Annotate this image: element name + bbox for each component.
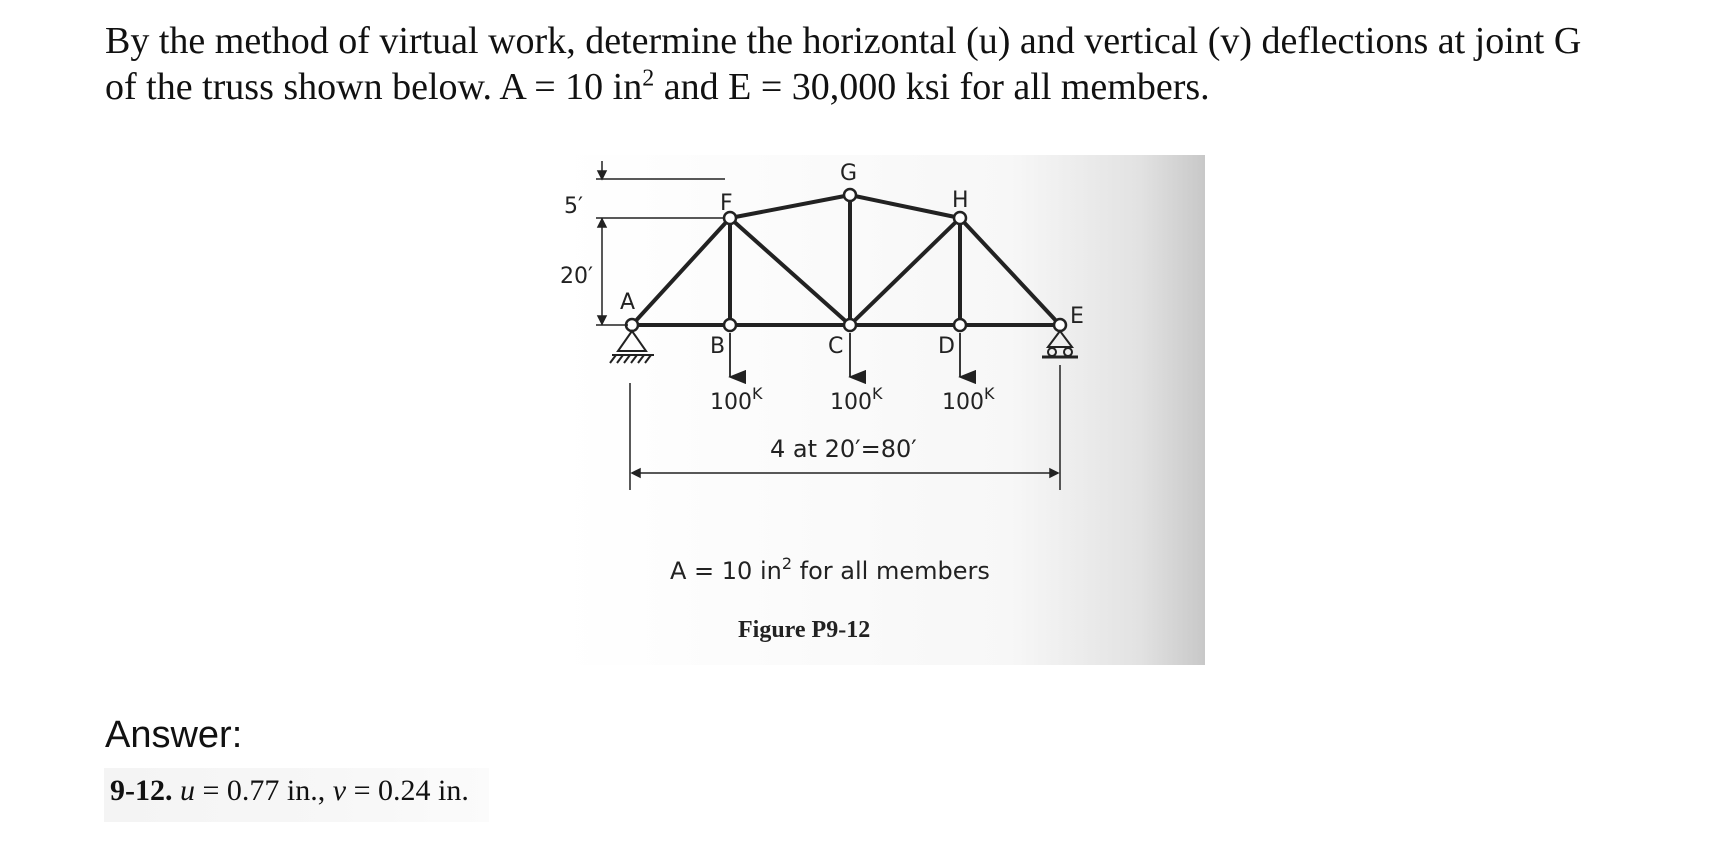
figure-caption: Figure P9-12 — [738, 617, 871, 643]
answer-line — [104, 768, 489, 822]
joint-label-D: D — [938, 334, 955, 359]
joint-label-H: H — [952, 188, 969, 213]
span-label: 4 at 20′=80′ — [770, 435, 917, 463]
load-label-1: $100^K$ — [710, 384, 763, 415]
joint-G — [844, 189, 856, 201]
load-label-2: $100^K$ — [830, 384, 883, 415]
joint-label-A: A — [620, 290, 636, 315]
joint-H — [954, 212, 966, 224]
dim-label-20: 20′ — [560, 264, 593, 289]
answer-v-var: v — [332, 774, 347, 807]
truss-figure — [560, 155, 1205, 665]
area-exponent: 2 — [642, 65, 655, 92]
joint-label-C: C — [828, 334, 844, 359]
load-label-3: $100^K$ — [942, 384, 995, 415]
problem-statement — [105, 18, 1685, 110]
joint-D — [954, 319, 966, 331]
problem-line-2a: of the truss shown below. A = 10 in — [105, 66, 643, 108]
joint-E — [1054, 319, 1066, 331]
answer-v-value: = 0.24 in. — [346, 774, 469, 807]
answer-number: 9-12. — [110, 774, 173, 807]
scan-background — [560, 155, 1205, 665]
joint-B — [724, 319, 736, 331]
problem-line-2b: and E = 30,000 ksi for all members. — [654, 66, 1210, 108]
joint-label-E: E — [1070, 304, 1084, 329]
joint-C — [844, 319, 856, 331]
joint-label-F: F — [720, 191, 733, 216]
problem-line-1: By the method of virtual work, determine the horizontal (u) and vertical (v) deflections at joint G — [105, 20, 1582, 62]
truss-drawing — [560, 155, 1205, 665]
answer-u-value: = 0.77 in., — [195, 774, 333, 807]
area-note: A = 10 $in^2$ for all members — [670, 554, 990, 585]
joint-label-B: B — [710, 334, 726, 359]
dim-label-5: 5′ — [564, 194, 583, 219]
joint-label-G: G — [840, 161, 858, 186]
answer-title: Answer: — [105, 714, 243, 756]
answer-u-var: u — [180, 774, 195, 807]
